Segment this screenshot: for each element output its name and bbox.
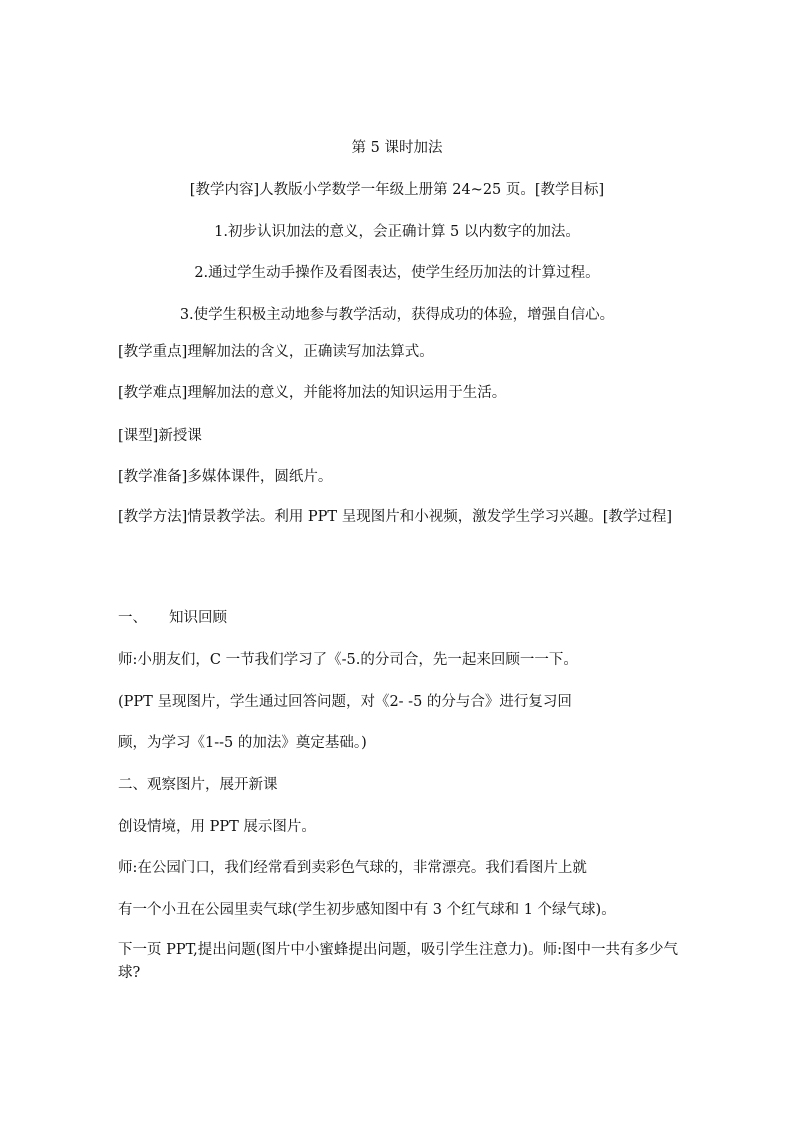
section-1-number: 一、	[118, 610, 147, 626]
goal-item-2: 2.通过学生动手操作及看图表达，使学生经历加法的计算过程。	[194, 265, 600, 281]
difficulty-line: [教学难点]理解加法的意义，并能将加法的知识运用于生活。	[118, 385, 507, 401]
key-point-line: [教学重点]理解加法的含义，正确读写加法算式。	[118, 344, 434, 360]
ppt-note-line-1: (PPT 呈现图片，学生通过回答问题，对《2- -5 的分与合》进行复习回	[118, 694, 572, 710]
method-paragraph: [教学方法]情景教学法。利用 PPT 呈现图片和小视频，激发学生学习兴趣。[教学过程]	[118, 509, 673, 525]
teaching-content-line: [教学内容]人教版小学数学一年级上册第 24~25 页。[教学目标]	[189, 182, 605, 198]
goal-item-1: 1.初步认识加法的意义，会正确计算 5 以内数字的加法。	[214, 224, 580, 240]
teacher-line-1: 师:小朋友们，C 一节我们学习了《-5.的分司合，先一起来回顾一一下。	[118, 652, 578, 668]
next-page-paragraph: 下一页 PPT,提出问题(图片中小蜜蜂提出问题，吸引学生注意力)。师:图中一共有多少气球?	[118, 942, 678, 981]
section-heading-2: 二、观察图片，展开新课	[118, 777, 278, 793]
ppt-note-line-2: 顾，为学习《1--5 的加法》奠定基础。)	[118, 735, 367, 751]
section-1-title: 知识回顾	[169, 610, 227, 626]
goal-item-3: 3.使学生积极主动地参与教学活动，获得成功的体验，增强自信心。	[179, 307, 615, 323]
lesson-type-line: [课型]新授课	[118, 428, 202, 444]
preparation-line: [教学准备]多媒体课件，圆纸片。	[118, 469, 333, 485]
scenario-line: 创设情境，用 PPT 展示图片。	[118, 819, 316, 835]
teacher-line-2b: 有一个小丑在公园里卖气球(学生初步感知图中有 3 个红气球和 1 个绿气球)。	[118, 902, 616, 918]
lesson-title: 第 5 课时加法	[351, 140, 443, 156]
teacher-line-2a: 师:在公园门口，我们经常看到卖彩色气球的，非常漂亮。我们看图片上就	[118, 860, 587, 876]
section-heading-1	[118, 609, 227, 627]
